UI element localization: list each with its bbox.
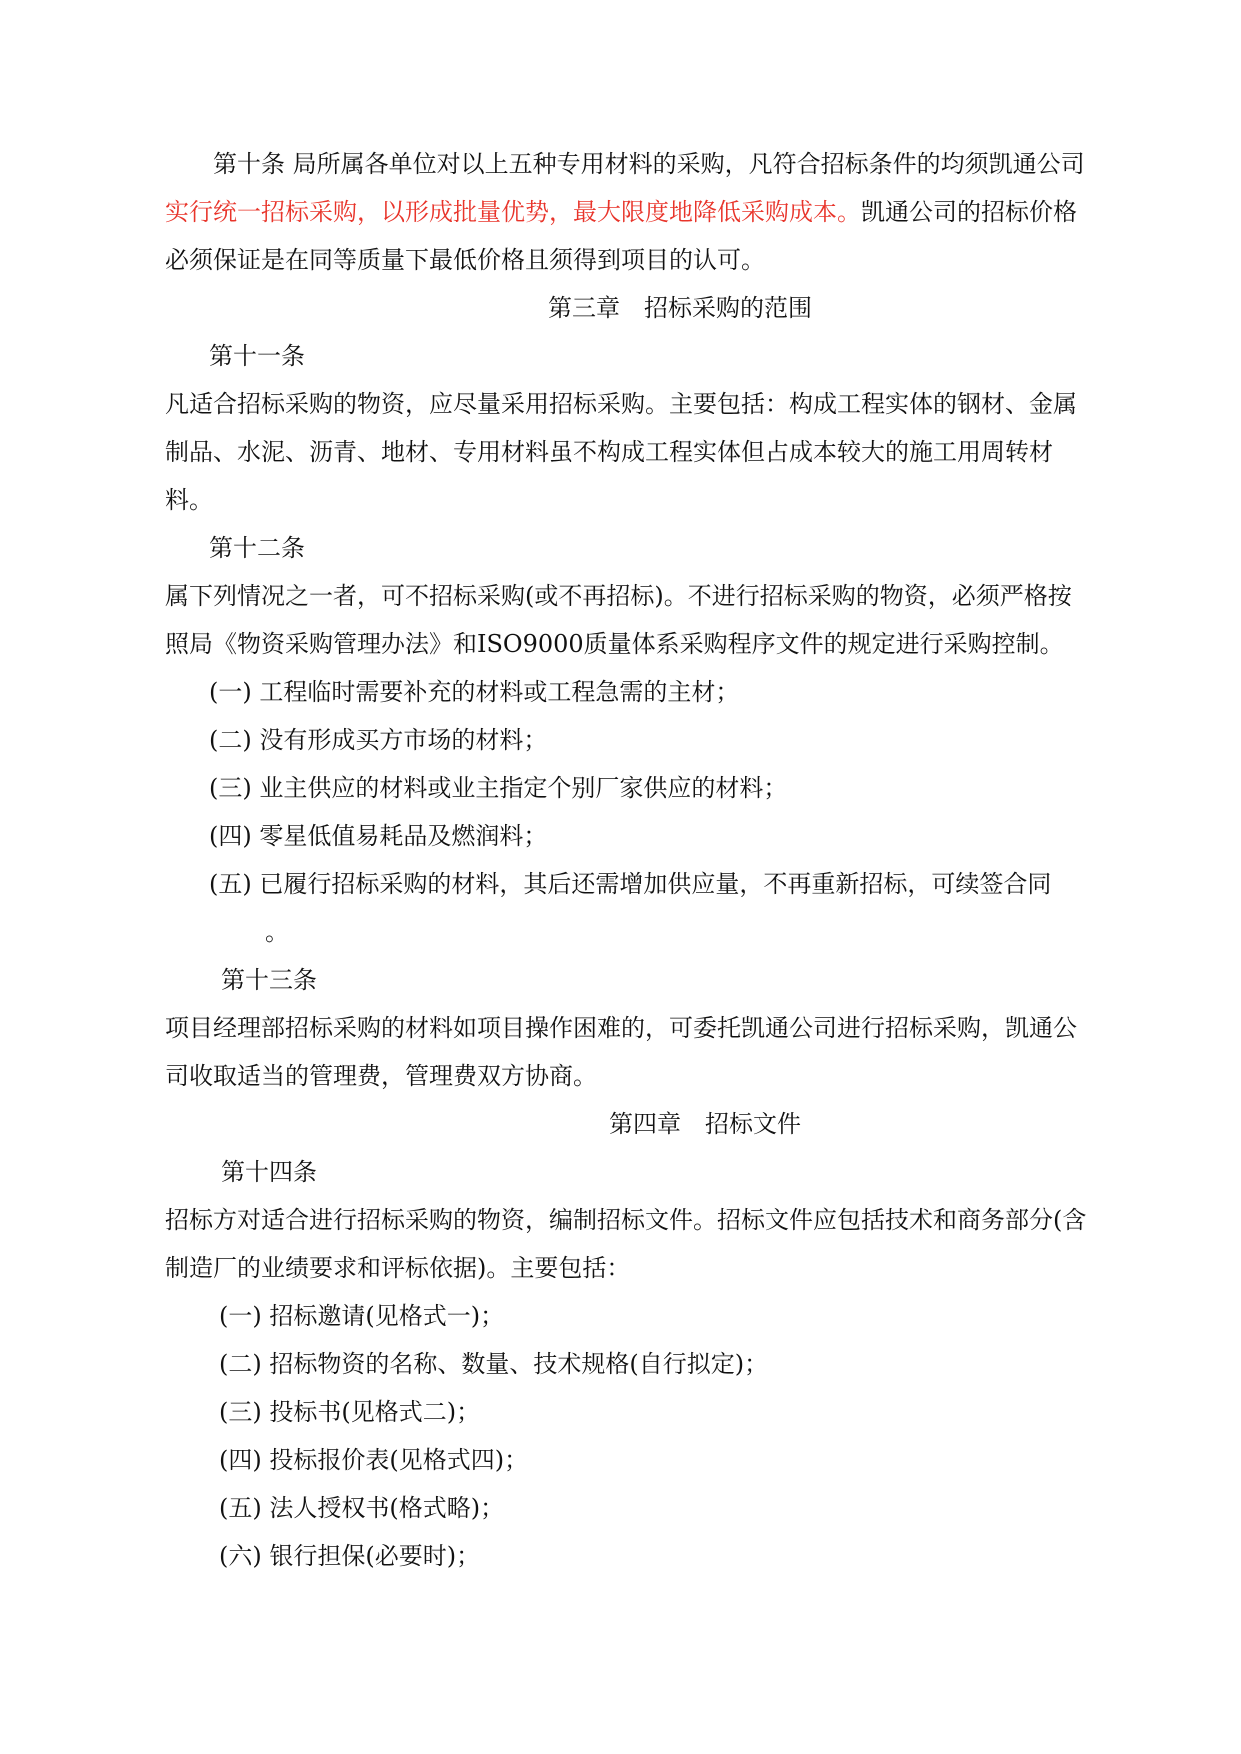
article-12-body: 属下列情况之一者，可不招标采购(或不再招标)。不进行招标采购的物资，必须严格按照局《物资采购管理办法》和ISO9000质量体系采购程序文件的规定进行采购控制。	[165, 582, 1072, 658]
article-12-item-4: (四) 零星低值易耗品及燃润料；	[209, 822, 548, 850]
chapter-4-title: 第四章 招标文件	[609, 1110, 801, 1138]
article-12-item-1: (一) 工程临时需要补充的材料或工程急需的主材；	[209, 678, 740, 706]
article-12-item-5: (五) 已履行招标采购的材料，其后还需增加供应量，不再重新招标，可续签合同	[209, 870, 1052, 898]
document-page	[165, 140, 1095, 1580]
article-14-item-4: (四) 投标报价表(见格式四)；	[219, 1446, 529, 1474]
article-14-item-2: (二) 招标物资的名称、数量、技术规格(自行拟定)；	[219, 1350, 769, 1378]
article-13-heading: 第十三条	[221, 966, 317, 994]
article-11-heading: 第十一条	[209, 342, 305, 370]
article-13-body: 项目经理部招标采购的材料如项目操作困难的，可委托凯通公司进行招标采购，凯通公司收取适当的管理费，管理费双方协商。	[165, 1014, 1077, 1090]
article-10-suffix: 凯通公司的招标价格必须保证是在同等质量下最低价格且须得到项目的认可。	[165, 198, 1077, 274]
article-14-item-6: (六) 银行担保(必要时)；	[219, 1542, 481, 1570]
article-10	[165, 140, 1095, 284]
article-11-body: 凡适合招标采购的物资，应尽量采用招标采购。主要包括：构成工程实体的钢材、金属制品、水泥、沥青、地材、专用材料虽不构成工程实体但占成本较大的施工用周转材料。	[165, 390, 1077, 514]
article-14-item-1: (一) 招标邀请(见格式一)；	[219, 1302, 505, 1330]
article-10-prefix: 第十条 局所属各单位对以上五种专用材料的采购，凡符合招标条件的均须凯通公司	[213, 150, 1085, 178]
article-12-item-2: (二) 没有形成买方市场的材料；	[209, 726, 548, 754]
chapter-3-title: 第三章 招标采购的范围	[548, 294, 812, 322]
article-14-item-3: (三) 投标书(见格式二)；	[219, 1398, 481, 1426]
article-10-highlight: 实行统一招标采购，以形成批量优势，最大限度地降低采购成本。	[165, 198, 861, 226]
article-14-body: 招标方对适合进行招标采购的物资，编制招标文件。招标文件应包括技术和商务部分(含制造厂的业绩要求和评标依据)。主要包括：	[165, 1206, 1087, 1282]
article-14-item-5: (五) 法人授权书(格式略)；	[219, 1494, 505, 1522]
article-14-heading: 第十四条	[221, 1158, 317, 1186]
article-12-heading: 第十二条	[209, 534, 305, 562]
article-12-item-5-tail: 。	[265, 918, 289, 946]
article-12-item-3: (三) 业主供应的材料或业主指定个别厂家供应的材料；	[209, 774, 788, 802]
